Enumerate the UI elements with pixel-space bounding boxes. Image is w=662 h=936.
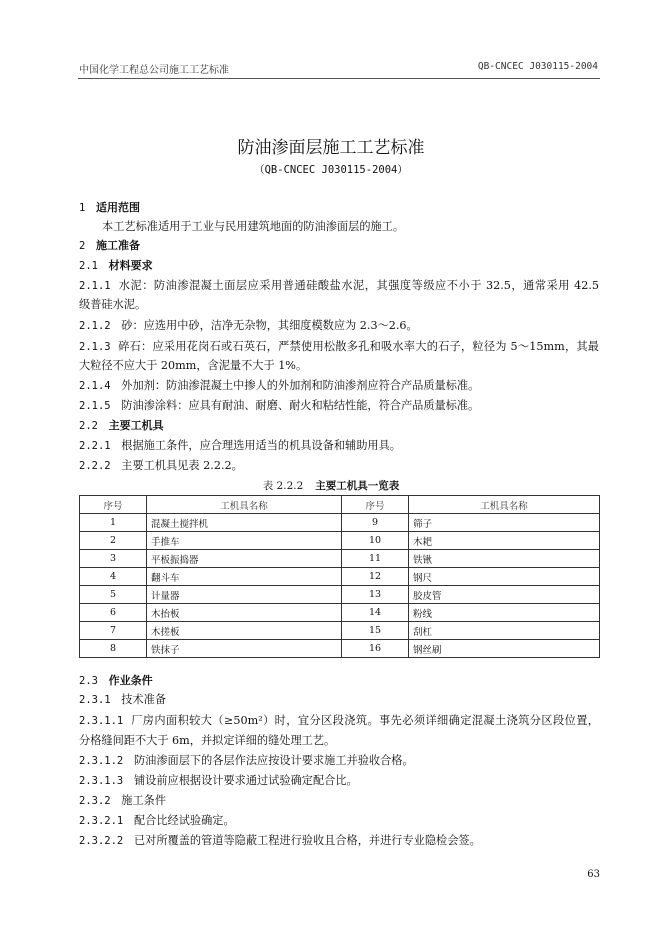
clause-text: 厂房内面积较大（≥50m²）时，宜分区段浇筑。事先必须详细确定混凝土浇筑分区段位置， bbox=[131, 714, 599, 727]
column-header-tool-name: 工机具名称 bbox=[147, 496, 342, 514]
table-cell: 11 bbox=[342, 550, 409, 568]
section-title: 适用范围 bbox=[96, 201, 140, 214]
table-cell: 木耙 bbox=[409, 532, 600, 550]
table-cell: 胶皮管 bbox=[409, 586, 600, 604]
clause-number: 2.3.1.3 bbox=[79, 775, 124, 787]
table-row bbox=[80, 568, 600, 586]
column-header-tool-name: 工机具名称 bbox=[409, 496, 600, 514]
table-cell: 5 bbox=[80, 586, 147, 604]
table-cell: 3 bbox=[80, 550, 147, 568]
clause-number: 2.1.5 bbox=[79, 400, 111, 412]
clause-2-3-2-1 bbox=[79, 813, 599, 829]
table-cell: 6 bbox=[80, 604, 147, 622]
table-cell: 13 bbox=[342, 586, 409, 604]
section-title: 作业条件 bbox=[108, 674, 153, 687]
table-cell: 8 bbox=[80, 640, 147, 658]
table-cell: 1 bbox=[80, 514, 147, 532]
table-cell: 木搓板 bbox=[147, 622, 342, 640]
table-cell: 翻斗车 bbox=[147, 568, 342, 586]
table-cell: 铁抹子 bbox=[147, 640, 342, 658]
clause-text: 铺设前应根据设计要求通过试验确定配合比。 bbox=[133, 774, 358, 787]
clause-2-1-2 bbox=[79, 318, 599, 334]
table-cell: 10 bbox=[342, 532, 409, 550]
clause-text: 配合比经试验确定。 bbox=[133, 814, 235, 827]
clause-2-1-1-line-2: 级普硅水泥。 bbox=[79, 298, 147, 311]
clause-text: 主要工机具见表 2.2.2。 bbox=[121, 459, 243, 472]
table-cell: 15 bbox=[342, 622, 409, 640]
table-cell: 2 bbox=[80, 532, 147, 550]
table-cell: 铁锹 bbox=[409, 550, 600, 568]
tools-table bbox=[79, 495, 600, 658]
section-title: 施工准备 bbox=[96, 239, 140, 252]
clause-text: 根据施工条件，应合理选用适当的机具设备和辅助用具。 bbox=[121, 439, 401, 452]
table-cell: 计量器 bbox=[147, 586, 342, 604]
section-number: 2.3 bbox=[79, 675, 98, 687]
clause-text: 施工条件 bbox=[121, 794, 167, 807]
section-2-2-heading bbox=[79, 418, 599, 434]
clause-text: 防油渗涂料：应具有耐油、耐磨、耐火和粘结性能，符合产品质量标准。 bbox=[121, 399, 480, 412]
column-header-number: 序号 bbox=[342, 496, 409, 514]
table-cell: 12 bbox=[342, 568, 409, 586]
clause-text: 防油渗面层下的各层作法应按设计要求施工并验收合格。 bbox=[133, 754, 414, 767]
section-2-heading bbox=[79, 238, 599, 254]
clause-2-2-2 bbox=[79, 458, 599, 474]
table-cell: 7 bbox=[80, 622, 147, 640]
table-cell: 14 bbox=[342, 604, 409, 622]
clause-number: 2.1.4 bbox=[79, 380, 111, 392]
table-row bbox=[80, 622, 600, 640]
section-2-1-heading bbox=[79, 258, 599, 274]
table-cell: 刮杠 bbox=[409, 622, 600, 640]
clause-text: 已对所覆盖的管道等隐蔽工程进行验收且合格，并进行专业隐检会签。 bbox=[133, 834, 481, 847]
clause-number: 2.1.1 bbox=[79, 280, 111, 292]
clause-number: 2.3.1.2 bbox=[79, 755, 124, 767]
section-number: 1 bbox=[79, 202, 86, 214]
table-cell: 9 bbox=[342, 514, 409, 532]
table-row bbox=[80, 550, 600, 568]
table-cell: 手推车 bbox=[147, 532, 342, 550]
table-row bbox=[80, 514, 600, 532]
clause-number: 2.3.1 bbox=[79, 694, 111, 706]
table-cell: 筛子 bbox=[409, 514, 600, 532]
clause-2-3-2 bbox=[79, 793, 599, 809]
clause-number: 2.3.2.1 bbox=[79, 815, 124, 827]
table-caption-number: 表 2.2.2 bbox=[262, 480, 304, 492]
section-title: 主要工机具 bbox=[108, 419, 164, 432]
table-row bbox=[80, 604, 600, 622]
clause-2-1-4 bbox=[79, 378, 599, 394]
header-rule bbox=[78, 78, 600, 79]
running-header-code: QB-CNCEC J030115-2004 bbox=[477, 61, 598, 72]
clause-number: 2.1.3 bbox=[79, 341, 111, 353]
table-cell: 木抬板 bbox=[147, 604, 342, 622]
table-row bbox=[80, 532, 600, 550]
clause-2-1-1-line-1 bbox=[79, 278, 599, 294]
clause-2-1-5 bbox=[79, 398, 599, 414]
clause-2-3-1-1-line-2: 分格缝间距不大于 6m，并拟定详细的缝处理工艺。 bbox=[79, 734, 336, 747]
table-cell: 钢尺 bbox=[409, 568, 600, 586]
table-cell: 4 bbox=[80, 568, 147, 586]
table-caption-title: 主要工机具一览表 bbox=[315, 480, 400, 492]
table-cell: 粉线 bbox=[409, 604, 600, 622]
clause-2-3-1-1-line-1 bbox=[79, 713, 599, 729]
clause-number: 2.3.2.2 bbox=[79, 835, 124, 847]
section-2-3-heading bbox=[79, 673, 599, 689]
table-cell: 16 bbox=[342, 640, 409, 658]
clause-number: 2.2.2 bbox=[79, 460, 111, 472]
section-1-text: 本工艺标准适用于工业与民用建筑地面的防油渗面层的施工。 bbox=[102, 220, 405, 233]
table-cell: 混凝土搅拌机 bbox=[147, 514, 342, 532]
section-title: 材料要求 bbox=[108, 259, 153, 272]
document-title: 防油渗面层施工工艺标准 bbox=[237, 138, 425, 158]
clause-text: 外加剂：防油渗混凝土中掺人的外加剂和防油渗剂应符合产品质量标准。 bbox=[121, 379, 480, 392]
clause-2-3-2-2 bbox=[79, 833, 599, 849]
table-row bbox=[80, 640, 600, 658]
column-header-number: 序号 bbox=[80, 496, 147, 514]
clause-2-2-1 bbox=[79, 438, 599, 454]
section-number: 2.2 bbox=[79, 420, 98, 432]
table-caption bbox=[0, 478, 662, 493]
clause-number: 2.2.1 bbox=[79, 440, 111, 452]
clause-text: 水泥：防油渗混凝土面层应采用普通硅酸盐水泥，其强度等级应不小于 32.5，通常采用 42.5 bbox=[118, 279, 599, 292]
clause-text: 技术准备 bbox=[121, 693, 167, 706]
document-subtitle: （QB-CNCEC J030115-2004） bbox=[254, 164, 408, 176]
section-number: 2 bbox=[79, 240, 86, 252]
table-row bbox=[80, 586, 600, 604]
clause-text: 砂：应选用中砂，洁净无杂物，其细度模数应为 2.3～2.6。 bbox=[121, 319, 418, 332]
table-cell: 平板振捣器 bbox=[147, 550, 342, 568]
section-number: 2.1 bbox=[79, 260, 98, 272]
clause-2-3-1-3 bbox=[79, 773, 599, 789]
table-cell: 钢丝刷 bbox=[409, 640, 600, 658]
section-1-heading bbox=[79, 200, 599, 216]
table-header-row bbox=[80, 496, 600, 514]
clause-2-3-1 bbox=[79, 692, 599, 708]
clause-2-1-3-line-1 bbox=[79, 339, 599, 355]
clause-number: 2.3.2 bbox=[79, 795, 111, 807]
clause-text: 碎石：应采用花岗石或石英石，严禁使用松散多孔和吸水率大的石子，粒径为 5～15mm，其最 bbox=[118, 340, 599, 353]
clause-2-1-3-line-2: 大粒径不应大于 20mm，含泥量不大于 1%。 bbox=[79, 359, 308, 372]
page-number: 63 bbox=[587, 869, 600, 880]
clause-number: 2.3.1.1 bbox=[79, 715, 124, 727]
clause-number: 2.1.2 bbox=[79, 320, 111, 332]
running-header-org: 中国化学工程总公司施工工艺标准 bbox=[79, 65, 229, 76]
clause-2-3-1-2 bbox=[79, 753, 599, 769]
